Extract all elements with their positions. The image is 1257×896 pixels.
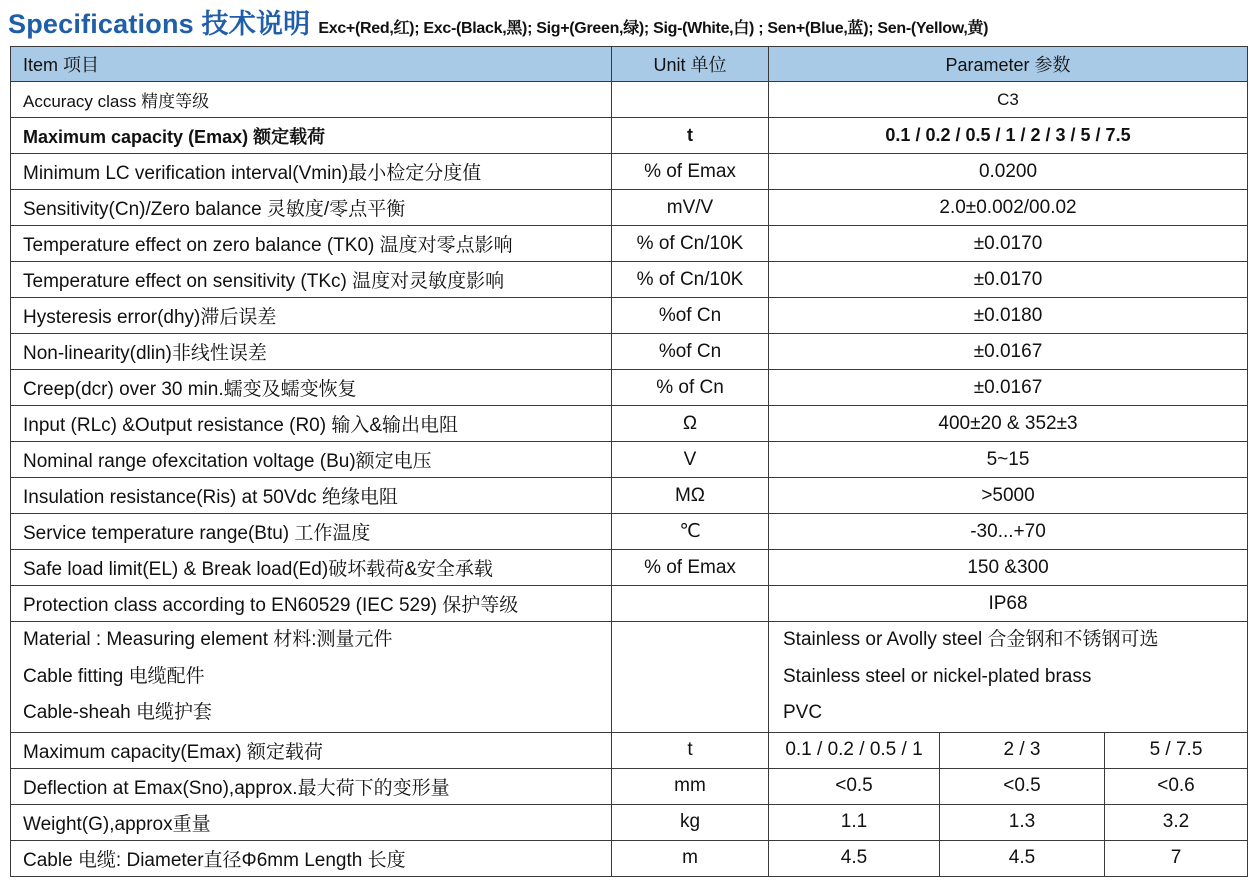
row-value: 0.1 / 0.2 / 0.5 / 1 [769, 732, 940, 768]
row-param: ±0.0167 [769, 334, 1248, 370]
table-row [11, 840, 1248, 876]
material-param: Stainless or Avolly steel 合金钢和不锈钢可选 [783, 629, 1159, 650]
row-unit: V [612, 442, 769, 478]
row-unit: kg [612, 804, 769, 840]
table-row [11, 804, 1248, 840]
page-header [8, 0, 1253, 46]
row-item: Insulation resistance(Ris) at 50Vdc 绝缘电阻 [11, 478, 612, 514]
row-item: Weight(G),approx重量 [11, 804, 612, 840]
row-item: Creep(dcr) over 30 min.蠕变及蠕变恢复 [11, 370, 612, 406]
row-item: Maximum capacity(Emax) 额定载荷 [11, 732, 612, 768]
materials-items [11, 622, 612, 733]
table-row [11, 586, 1248, 622]
table-row [11, 190, 1248, 226]
row-item: Non-linearity(dlin)非线性误差 [11, 334, 612, 370]
row-item: Deflection at Emax(Sno),approx.最大荷下的变形量 [11, 768, 612, 804]
row-unit: % of Emax [612, 154, 769, 190]
row-unit: mm [612, 768, 769, 804]
row-item: Temperature effect on sensitivity (TKc) 温度对灵敏度影响 [11, 262, 612, 298]
header-unit: Unit 单位 [612, 47, 769, 82]
material-param: PVC [783, 702, 823, 723]
row-item: Sensitivity(Cn)/Zero balance 灵敏度/零点平衡 [11, 190, 612, 226]
row-param: -30...+70 [769, 514, 1248, 550]
row-value: <0.5 [940, 768, 1105, 804]
table-row [11, 406, 1248, 442]
row-param: 0.1 / 0.2 / 0.5 / 1 / 2 / 3 / 5 / 7.5 [769, 118, 1248, 154]
row-item: Accuracy class 精度等级 [11, 82, 612, 118]
header-parameter: Parameter 参数 [769, 47, 1248, 82]
row-param: 0.0200 [769, 154, 1248, 190]
row-param: IP68 [769, 586, 1248, 622]
row-unit: mV/V [612, 190, 769, 226]
table-row [11, 226, 1248, 262]
row-unit: % of Cn/10K [612, 262, 769, 298]
row-value: <0.5 [769, 768, 940, 804]
material-item: Cable fitting 电缆配件 [23, 665, 205, 687]
row-value: 7 [1105, 840, 1248, 876]
row-unit: % of Emax [612, 550, 769, 586]
row-item: Maximum capacity (Emax) 额定载荷 [11, 118, 612, 154]
materials-unit [612, 622, 769, 733]
row-unit: % of Cn/10K [612, 226, 769, 262]
row-item: Input (RLc) &Output resistance (R0) 输入&输出电阻 [11, 406, 612, 442]
table-row [11, 478, 1248, 514]
row-param: ±0.0170 [769, 262, 1248, 298]
material-param: Stainless steel or nickel-plated brass [783, 665, 1092, 687]
row-unit: ℃ [612, 514, 769, 550]
table-header-row [11, 47, 1248, 82]
table-row [11, 514, 1248, 550]
row-param: 150 &300 [769, 550, 1248, 586]
row-item: Hysteresis error(dhy)滞后误差 [11, 298, 612, 334]
row-param: ±0.0180 [769, 298, 1248, 334]
row-item: Cable 电缆: Diameter直径Φ6mm Length 长度 [11, 840, 612, 876]
row-unit: MΩ [612, 478, 769, 514]
table-row [11, 442, 1248, 478]
row-value: 5 / 7.5 [1105, 732, 1248, 768]
row-param: ±0.0170 [769, 226, 1248, 262]
table-row [11, 298, 1248, 334]
row-value: 3.2 [1105, 804, 1248, 840]
row-unit: %of Cn [612, 298, 769, 334]
row-param: C3 [769, 82, 1248, 118]
row-unit: % of Cn [612, 370, 769, 406]
row-value: 1.1 [769, 804, 940, 840]
table-row [11, 118, 1248, 154]
materials-row [11, 622, 1248, 733]
row-item: Service temperature range(Btu) 工作温度 [11, 514, 612, 550]
header-item: Item 项目 [11, 47, 612, 82]
row-item: Protection class according to EN60529 (IEC 529) 保护等级 [11, 586, 612, 622]
specifications-table [10, 46, 1248, 877]
row-unit [612, 82, 769, 118]
row-item: Safe load limit(EL) & Break load(Ed)破坏载荷&安全承载 [11, 550, 612, 586]
row-param: 400±20 & 352±3 [769, 406, 1248, 442]
material-item: Cable-sheah 电缆护套 [23, 702, 213, 723]
table-row [11, 732, 1248, 768]
row-unit: %of Cn [612, 334, 769, 370]
row-param: ±0.0167 [769, 370, 1248, 406]
table-row [11, 334, 1248, 370]
row-param: 5~15 [769, 442, 1248, 478]
row-value: 4.5 [769, 840, 940, 876]
table-row [11, 370, 1248, 406]
material-item: Material : Measuring element 材料:测量元件 [23, 629, 393, 650]
row-value: 4.5 [940, 840, 1105, 876]
row-unit [612, 586, 769, 622]
row-value: <0.6 [1105, 768, 1248, 804]
row-param: 2.0±0.002/00.02 [769, 190, 1248, 226]
row-unit: Ω [612, 406, 769, 442]
row-unit: t [612, 118, 769, 154]
table-row [11, 550, 1248, 586]
table-row [11, 768, 1248, 804]
row-param: >5000 [769, 478, 1248, 514]
table-row [11, 154, 1248, 190]
row-unit: t [612, 732, 769, 768]
row-unit: m [612, 840, 769, 876]
table-row [11, 82, 1248, 118]
row-value: 2 / 3 [940, 732, 1105, 768]
materials-params [769, 622, 1248, 733]
row-value: 1.3 [940, 804, 1105, 840]
table-row [11, 262, 1248, 298]
row-item: Temperature effect on zero balance (TK0) 温度对零点影响 [11, 226, 612, 262]
wiring-legend: Exc+(Red,红); Exc-(Black,黑); Sig+(Green,绿); Sig-(White,白) ; Sen+(Blue,蓝); Sen-(Yellow,黄) [318, 20, 989, 37]
page-title: Specifications 技术说明 [8, 9, 311, 39]
row-item: Minimum LC verification interval(Vmin)最小检定分度值 [11, 154, 612, 190]
row-item: Nominal range ofexcitation voltage (Bu)额定电压 [11, 442, 612, 478]
